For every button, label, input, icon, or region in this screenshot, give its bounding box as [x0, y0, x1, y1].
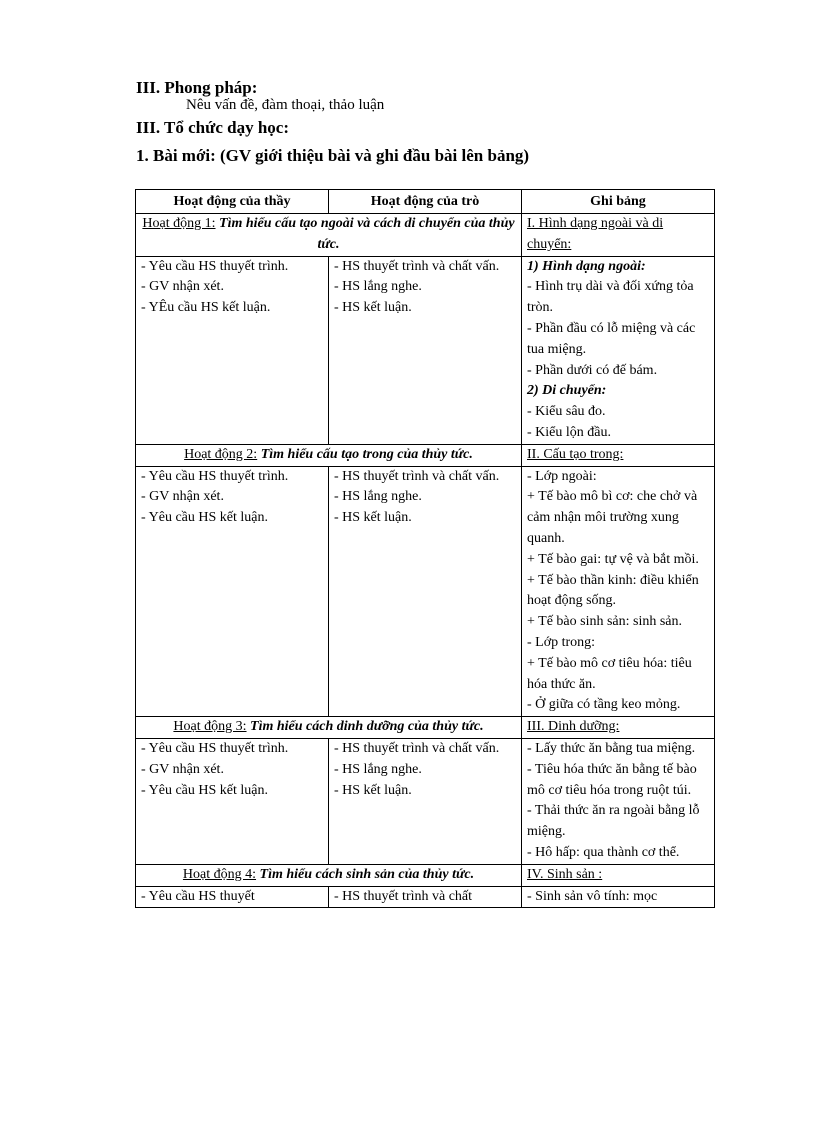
student-action-line: - HS lắng nghe. [334, 489, 422, 505]
board-notes [522, 738, 715, 864]
method-text: Nêu vấn đề, đàm thoại, thảo luận [186, 97, 385, 113]
activity-title [136, 717, 522, 739]
table-body [136, 214, 715, 908]
activity-title-row [136, 444, 715, 466]
activity-content-row [136, 738, 715, 864]
activity-title [136, 214, 522, 257]
table-header-row [136, 190, 715, 214]
header-board: Ghi bảng [522, 190, 715, 214]
organization-heading: III. Tổ chức dạy học: [136, 118, 289, 137]
board-section-title: I. Hình dạng ngoài và di chuyển: [522, 214, 715, 257]
teacher-action-line: - GV nhận xét. [141, 279, 224, 295]
teacher-action-line: - Yêu cầu HS thuyết [141, 888, 255, 904]
activity-title-row [136, 214, 715, 257]
activity-name: Tìm hiểu cách dinh dưỡng của thủy tức. [250, 719, 484, 735]
teacher-action-line: - Yêu cầu HS kết luận. [141, 510, 268, 526]
activity-name: Tìm hiểu cấu tạo trong của thủy tức. [260, 446, 473, 462]
teacher-action-line: - Yêu cầu HS thuyết trình. [141, 468, 289, 484]
board-note-line: + Tế bào sinh sản: sinh sản. [527, 614, 683, 630]
board-note-line: - Kiểu sâu đo. [527, 404, 606, 420]
board-section-title: II. Cấu tạo trong: [522, 444, 715, 466]
teacher-actions [136, 466, 329, 717]
activity-name: Tìm hiểu cách sinh sản của thủy tức. [259, 866, 475, 882]
student-action-line: - HS lắng nghe. [334, 279, 422, 295]
board-section-title: IV. Sinh sản : [522, 864, 715, 886]
student-action-line: - HS thuyết trình và chất vấn. [334, 740, 500, 756]
activity-label: Hoạt động 1: [142, 216, 216, 231]
teacher-action-line: - YÊu cầu HS kết luận. [141, 300, 271, 316]
student-actions [329, 466, 522, 717]
board-notes [522, 886, 715, 908]
new-lesson-heading: 1. Bài mới: (GV giới thiệu bài và ghi đầu bài lên bảng) [136, 146, 530, 165]
board-note-line: - Lớp trong: [527, 634, 596, 650]
header-teacher: Hoạt động của thầy [136, 190, 329, 214]
student-actions [329, 886, 522, 908]
board-note-line: - Phần đầu có lỗ miệng và các tua miệng. [527, 320, 696, 357]
activity-title-row [136, 864, 715, 886]
board-note-line: - Tiêu hóa thức ăn bằng tế bào mô cơ tiêu hóa trong ruột túi. [527, 761, 697, 798]
activity-title-row [136, 717, 715, 739]
student-action-line: - HS kết luận. [334, 782, 412, 798]
activity-label: Hoạt động 4: [182, 866, 257, 882]
teacher-actions [136, 256, 329, 444]
activity-content-row [136, 256, 715, 444]
board-notes [522, 466, 715, 717]
board-note-line: 2) Di chuyển: [527, 383, 607, 399]
student-action-line: - HS lắng nghe. [334, 761, 422, 777]
header-student: Hoạt động của trò [329, 190, 522, 214]
teacher-action-line: - Yêu cầu HS kết luận. [141, 782, 268, 798]
board-note-line: + Tế bào gai: tự vệ và bắt mồi. [527, 551, 699, 567]
board-section-title: III. Dinh dưỡng: [522, 717, 715, 739]
board-note-line: + Tế bào mô bì cơ: che chở và cảm nhận môi trường xung quanh. [527, 489, 698, 546]
teacher-action-line: - GV nhận xét. [141, 489, 224, 505]
lesson-plan-table [135, 189, 715, 908]
board-note-line: 1) Hình dạng ngoài: [527, 258, 646, 274]
board-note-line: - Lớp ngoài: [527, 468, 597, 484]
teacher-action-line: - Yêu cầu HS thuyết trình. [141, 740, 289, 756]
activity-label: Hoạt động 2: [184, 446, 258, 462]
board-note-line: - Hô hấp: qua thành cơ thể. [527, 844, 680, 860]
activity-label: Hoạt động 3: [173, 719, 247, 735]
student-action-line: - HS kết luận. [334, 510, 412, 526]
student-action-line: - HS thuyết trình và chất vấn. [334, 258, 500, 274]
teacher-action-line: - Yêu cầu HS thuyết trình. [141, 258, 289, 274]
activity-content-row [136, 886, 715, 908]
teacher-action-line: - GV nhận xét. [141, 761, 224, 777]
board-note-line: - Kiểu lộn đầu. [527, 424, 611, 440]
board-note-line: - Sinh sản vô tính: mọc [527, 888, 658, 904]
activity-name: Tìm hiểu cấu tạo ngoài và cách di chuyển của thủy tức. [219, 216, 515, 252]
board-note-line: - Lấy thức ăn bằng tua miệng. [527, 740, 696, 756]
board-notes [522, 256, 715, 444]
board-note-line: - Hình trụ dài và đối xứng tỏa tròn. [527, 279, 694, 316]
teacher-actions [136, 886, 329, 908]
student-action-line: - HS thuyết trình và chất [334, 888, 473, 904]
board-note-line: + Tế bào mô cơ tiêu hóa: tiêu hóa thức ăn. [527, 655, 692, 692]
student-actions [329, 738, 522, 864]
teacher-actions [136, 738, 329, 864]
activity-title [136, 444, 522, 466]
board-note-line: - Ở giữa có tầng keo mỏng. [527, 697, 681, 713]
activity-content-row [136, 466, 715, 717]
student-action-line: - HS thuyết trình và chất vấn. [334, 468, 500, 484]
activity-title [136, 864, 522, 886]
board-note-line: - Thải thức ăn ra ngoài bằng lỗ miệng. [527, 803, 700, 840]
board-note-line: + Tế bào thần kinh: điều khiển hoạt động sống. [527, 572, 699, 609]
student-actions [329, 256, 522, 444]
board-note-line: - Phần dưới có đế bám. [527, 362, 658, 378]
method-heading: III. Phong pháp: [136, 78, 258, 97]
student-action-line: - HS kết luận. [334, 300, 412, 316]
